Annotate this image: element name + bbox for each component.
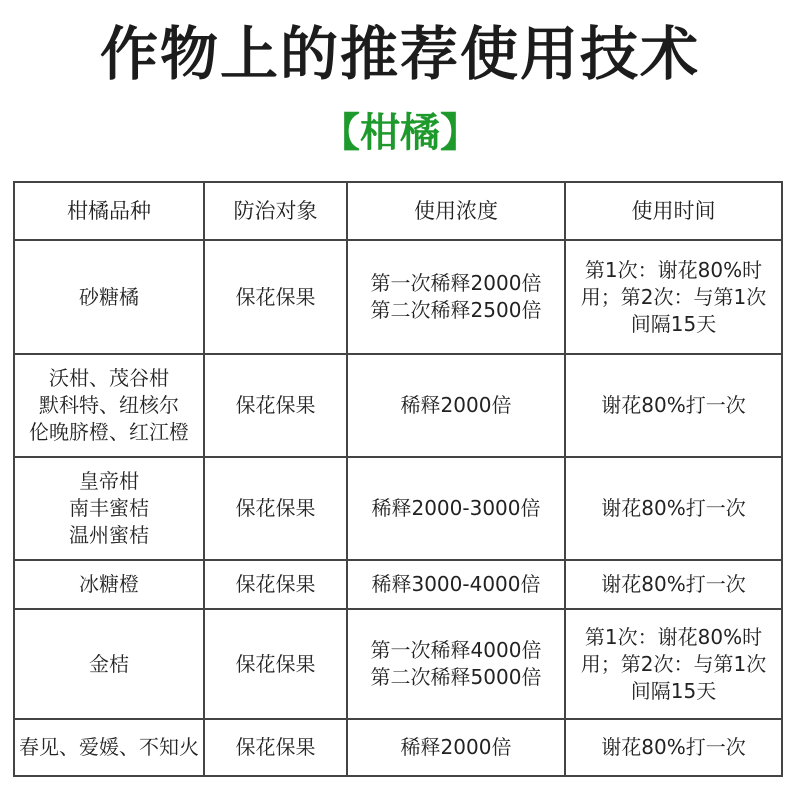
table-row <box>14 609 782 719</box>
header-timing: 使用时间 <box>565 182 782 240</box>
page-title: 作物上的推荐使用技术 <box>99 20 700 88</box>
table-row <box>14 240 782 354</box>
cell-target: 保花保果 <box>204 457 347 560</box>
table-row <box>14 354 782 457</box>
header-target: 防治对象 <box>204 182 347 240</box>
cell-timing: 谢花80%打一次 <box>565 457 782 560</box>
cell-timing: 第1次：谢花80%时 用；第2次：与第1次 间隔15天 <box>565 240 782 354</box>
cell-variety: 皇帝柑 南丰蜜桔 温州蜜桔 <box>14 457 204 560</box>
cell-variety: 砂糖橘 <box>14 240 204 354</box>
cell-target: 保花保果 <box>204 719 347 776</box>
cell-variety: 春见、爱媛、不知火 <box>14 719 204 776</box>
cell-target: 保花保果 <box>204 354 347 457</box>
header-dosage: 使用浓度 <box>347 182 565 240</box>
cell-dosage: 稀释3000-4000倍 <box>347 560 565 609</box>
cell-variety: 冰糖橙 <box>14 560 204 609</box>
cell-dosage: 稀释2000倍 <box>347 354 565 457</box>
cell-dosage: 稀释2000倍 <box>347 719 565 776</box>
cell-timing: 谢花80%打一次 <box>565 354 782 457</box>
cell-dosage: 第一次稀释4000倍 第二次稀释5000倍 <box>347 609 565 719</box>
cell-variety: 沃柑、茂谷柑 默科特、纽核尔 伦晚脐橙、红江橙 <box>14 354 204 457</box>
table-row <box>14 457 782 560</box>
header-variety: 柑橘品种 <box>14 182 204 240</box>
cell-dosage: 第一次稀释2000倍 第二次稀释2500倍 <box>347 240 565 354</box>
cell-dosage: 稀释2000-3000倍 <box>347 457 565 560</box>
cell-target: 保花保果 <box>204 240 347 354</box>
cell-timing: 谢花80%打一次 <box>565 560 782 609</box>
cell-target: 保花保果 <box>204 609 347 719</box>
usage-table <box>13 181 783 777</box>
table-row <box>14 719 782 776</box>
cell-timing: 第1次：谢花80%时 用；第2次：与第1次 间隔15天 <box>565 609 782 719</box>
table-header-row <box>14 182 782 240</box>
cell-target: 保花保果 <box>204 560 347 609</box>
crop-heading: 【柑橘】 <box>320 110 480 156</box>
cell-variety: 金桔 <box>14 609 204 719</box>
table-row <box>14 560 782 609</box>
cell-timing: 谢花80%打一次 <box>565 719 782 776</box>
